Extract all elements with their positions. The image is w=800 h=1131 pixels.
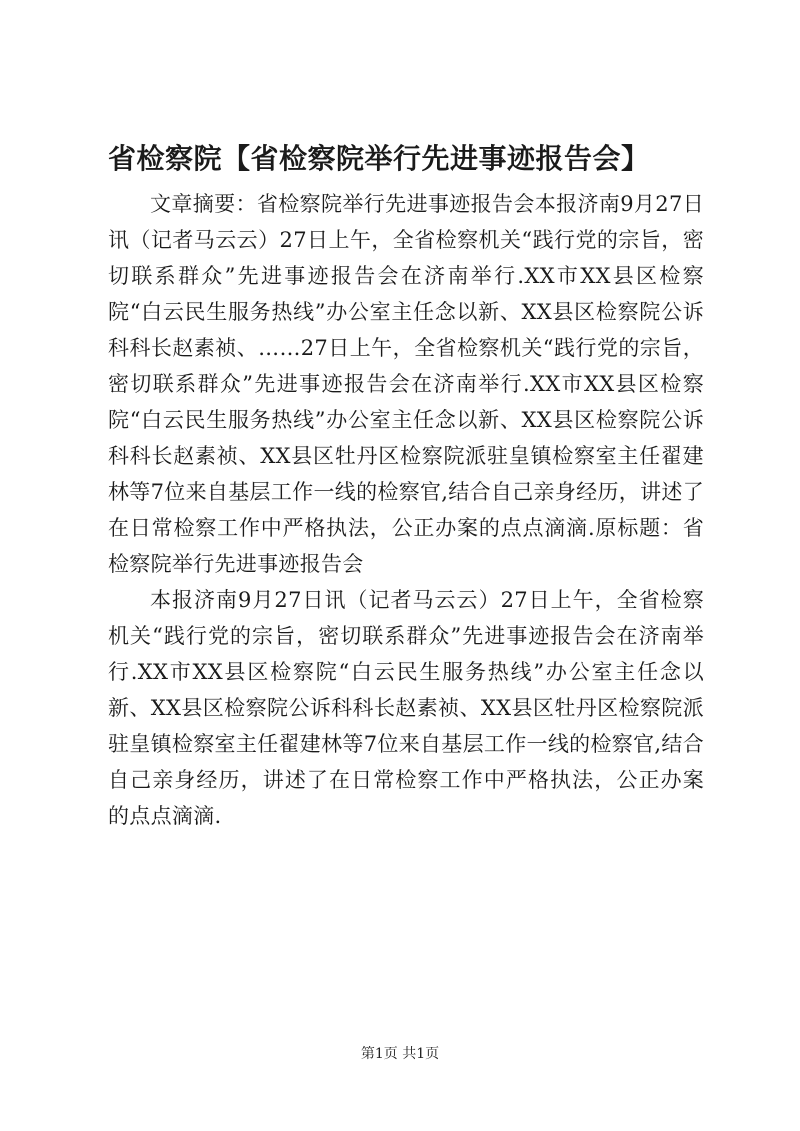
abstract-paragraph: 文章摘要：省检察院举行先进事迹报告会本报济南9月27日讯（记者马云云）27日上午，全省检察机关“践行党的宗旨，密切联系群众”先进事迹报告会在济南举行.XX市XX县区检察院“白云民生服务热线”办公室主任念以新、XX县区检察院公诉科科长赵素祯、……27日上午，全省检察机关“践行党的宗旨，密切联系群众”先进事迹报告会在济南举行.XX市XX县区检察院“白云民生服务热线”办公室主任念以新、XX县区检察院公诉科科长赵素祯、XX县区牡丹区检察院派驻皇镇检察室主任翟建林等7位来自基层工作一线的检察官,结合自己亲身经历，讲述了在日常检察工作中严格执法，公正办案的点点滴滴.原标题：省检察院举行先进事迹报告会: [108, 192, 704, 576]
document-body: [108, 186, 704, 834]
page-footer: 第1页 共1页: [360, 1046, 440, 1062]
body-paragraph: 本报济南9月27日讯（记者马云云）27日上午，全省检察机关“践行党的宗旨，密切联系群众”先进事迹报告会在济南举行.XX市XX县区检察院“白云民生服务热线”办公室主任念以新、XX县区检察院公诉科科长赵素祯、XX县区牡丹区检察院派驻皇镇检察室主任翟建林等7位来自基层工作一线的检察官,结合自己亲身经历，讲述了在日常检察工作中严格执法，公正办案的点点滴滴.: [108, 588, 704, 828]
document-title: 省检察院【省检察院举行先进事迹报告会】: [108, 142, 650, 175]
